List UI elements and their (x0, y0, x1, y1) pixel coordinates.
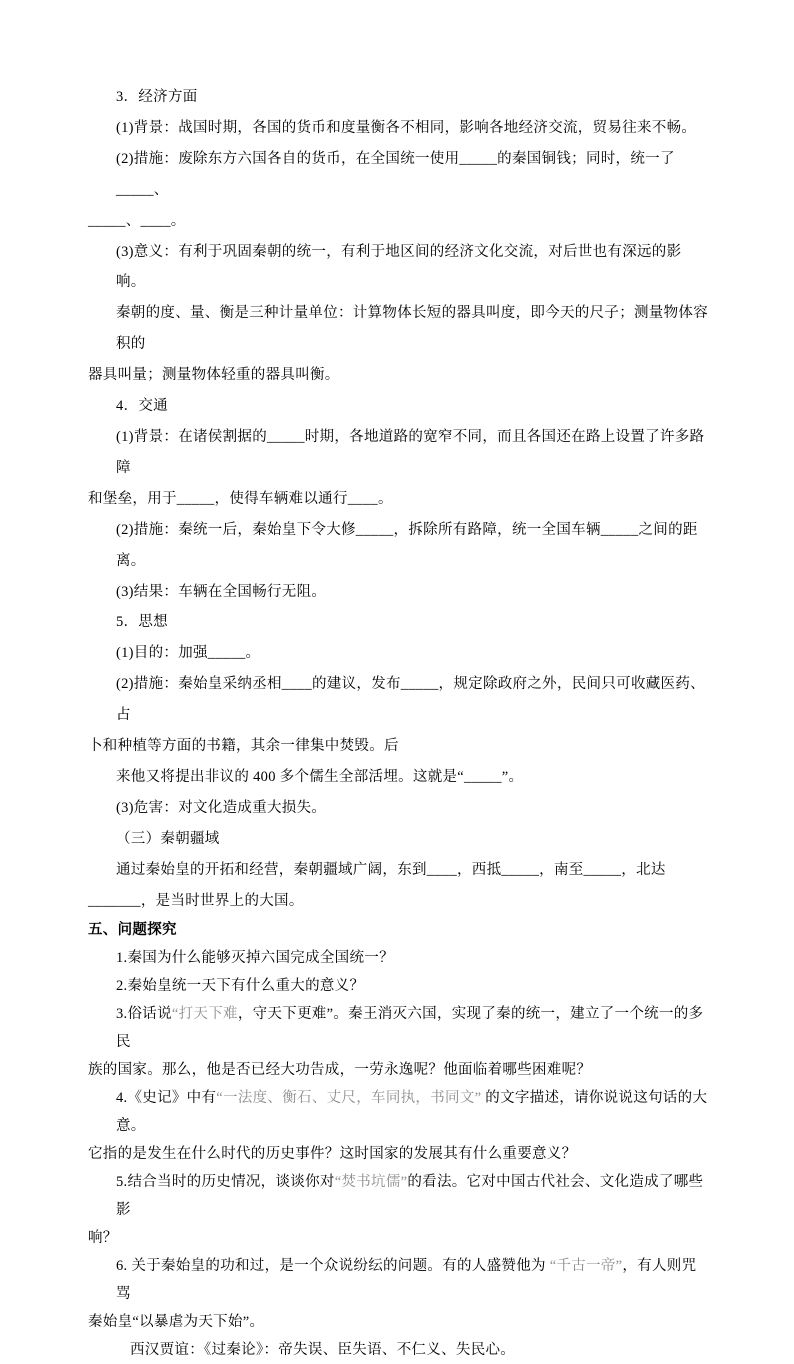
text-line (88, 824, 710, 855)
section-notes (88, 82, 710, 916)
text-line (88, 972, 710, 1000)
text-with-blank: 通过秦始皇的开拓和经营，秦朝疆域广阔，东到____，西抵_____，南至_____，北达 (116, 861, 666, 878)
text-with-blank: 来他又将提出非议的 400 多个儒生全部活埋。这就是“_____”。 (116, 768, 524, 785)
text-line (88, 360, 710, 391)
text-with-blank: _______，是当时世界上的大国。 (88, 892, 304, 909)
text-segment: 4．交通 (116, 398, 168, 415)
text-line (88, 1056, 710, 1084)
text-line (88, 793, 710, 824)
text-line (88, 1084, 710, 1140)
text-with-blank: (1)背景：在诸侯割据的_____时期，各地道路的宽窄不同，而且各国还在路上设置了许多路障 (116, 428, 705, 476)
text-with-blank: 和堡垒，用于_____，使得车辆难以通行____。 (88, 490, 393, 507)
text-line (88, 391, 710, 422)
text-with-blank: (2)措施：秦始皇采纳丞相____的建议，发布_____，规定除政府之外，民间只可收藏医药、占 (116, 676, 705, 724)
text-line (88, 1168, 710, 1224)
text-with-blank: (2)措施：秦统一后，秦始皇下令大修_____，拆除所有路障，统一全国车辆_____之间的距离。 (116, 521, 698, 569)
text-segment: 5.结合当时的历史情况，谈谈你对 (116, 1174, 335, 1191)
text-segment: (3)危害：对文化造成重大损失。 (116, 799, 327, 816)
text-segment: 族的国家。那么，他是否已经大功告成，一劳永逸呢？他面临着哪些困难呢？ (88, 1062, 592, 1079)
text-segment: 1.秦国为什么能够灭掉六国完成全国统一？ (116, 950, 394, 967)
text-line (88, 206, 710, 237)
text-line (88, 638, 710, 669)
text-segment: 的看法。它对中国古代社会、文化造成了哪些影 (116, 1174, 704, 1219)
text-line (88, 607, 710, 638)
text-segment: 4.《史记》中有 (116, 1090, 217, 1107)
text-segment: （三）秦朝疆域 (116, 830, 220, 847)
text-segment: ，守天下更难”。秦王消灭六国，实现了秦的统一，建立了一个统一的多民 (116, 1006, 704, 1051)
text-line (88, 1140, 710, 1168)
text-segment: 秦朝的度、量、衡是三种计量单位：计算物体长短的器具叫度，即今天的尺子；测量物体容积的 (116, 305, 708, 353)
text-line (88, 1308, 710, 1336)
text-line (88, 944, 710, 972)
text-line (88, 1336, 710, 1364)
text-line (88, 1224, 710, 1252)
text-segment: 秦始皇“以暴虐为天下始”。 (88, 1314, 265, 1331)
text-line (88, 82, 710, 113)
section-heading (88, 916, 710, 944)
text-segment: 3．经济方面 (116, 89, 198, 105)
text-line (88, 669, 710, 731)
text-line (88, 298, 710, 360)
text-line (88, 422, 710, 484)
text-line (88, 762, 710, 793)
quoted-phrase: “打天下难 (171, 1006, 238, 1023)
section-questions (88, 916, 710, 1364)
text-segment: 的文字描述，请你说说这句话的大意。 (116, 1090, 708, 1135)
text-line (88, 855, 710, 886)
text-segment: 响？ (88, 1230, 118, 1247)
text-line (88, 113, 710, 144)
text-with-blank: (2)措施：废除东方六国各自的货币，在全国统一使用_____的秦国铜钱；同时，统一了_____、 (116, 150, 675, 198)
text-line (88, 1000, 710, 1056)
text-segment: 器具叫量；测量物体轻重的器具叫衡。 (88, 367, 340, 384)
text-segment: (3)意义：有利于巩固秦朝的统一，有利于地区间的经济文化交流，对后世也有深远的影响。 (116, 243, 682, 291)
text-segment: (1)背景：战国时期，各国的货币和度量衡各不相同，影响各地经济交流，贸易往来不畅。 (116, 119, 697, 136)
text-segment: ，有人则咒骂 (116, 1258, 697, 1303)
text-line (88, 577, 710, 608)
text-segment: 它指的是发生在什么时代的历史事件？这时国家的发展其有什么重要意义？ (88, 1146, 577, 1163)
text-segment: 5．思想 (116, 614, 168, 631)
quoted-phrase: “一法度、衡石、丈尺，车同执，书同文” (216, 1090, 482, 1107)
text-segment: 西汉贾谊：《过秦论》：帝失误、臣失语、不仁义、失民心。 (130, 1342, 516, 1359)
text-segment: 3.俗话说 (116, 1006, 172, 1023)
text-segment: 6. 关于秦始皇的功和过，是一个众说纷纭的问题。有的人盛赞他为 (116, 1258, 550, 1275)
text-line (88, 515, 710, 577)
text-line (88, 144, 710, 206)
quoted-phrase: “焚书坑儒” (334, 1174, 408, 1191)
text-segment: 五、问题探究 (88, 922, 177, 939)
text-line (88, 237, 710, 299)
document-body (88, 82, 710, 1364)
text-with-blank: _____、____。 (88, 212, 186, 229)
quoted-phrase: “千古一帝” (549, 1258, 623, 1275)
text-segment: 2.秦始皇统一天下有什么重大的意义？ (116, 978, 365, 995)
text-line (88, 731, 710, 762)
text-line (88, 886, 710, 917)
text-line (88, 1252, 710, 1308)
text-segment: (3)结果：车辆在全国畅行无阻。 (116, 583, 327, 600)
text-with-blank: (1)目的：加强_____。 (116, 645, 261, 662)
text-segment: 卜和种植等方面的书籍，其余一律集中焚毁。后 (88, 738, 399, 755)
text-line (88, 484, 710, 515)
